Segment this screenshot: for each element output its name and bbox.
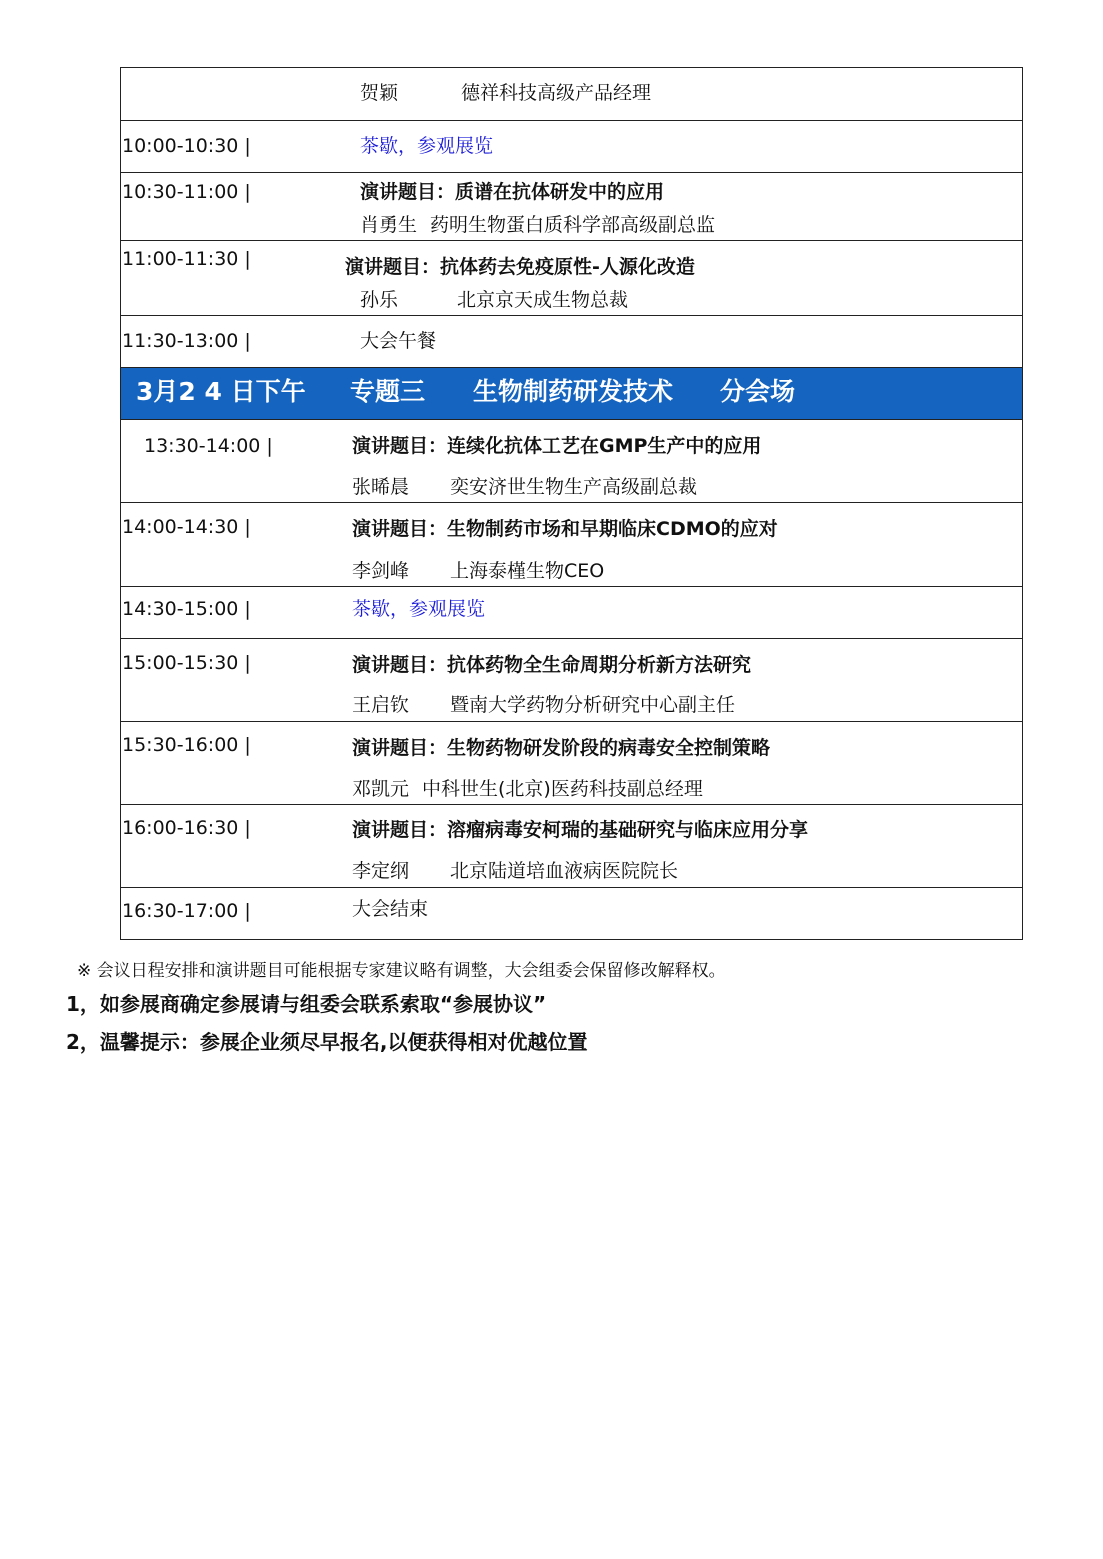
table-row — [121, 121, 1022, 173]
table-row — [121, 639, 1022, 722]
speaker-affiliation: 上海泰槿生物CEO — [450, 560, 605, 582]
activity-text: 大会午餐 — [360, 330, 437, 352]
time-slot: 11:00-11:30 | — [122, 248, 251, 270]
footnote: ※ 会议日程安排和演讲题目可能根据专家建议略有调整，大会组委会保留修改解释权。 — [77, 961, 726, 981]
table-row — [121, 173, 1022, 241]
activity-text: 茶歇，参观展览 — [352, 598, 486, 620]
time-slot: 15:00-15:30 | — [122, 652, 251, 674]
speaker-name: 贺颖 — [360, 82, 399, 104]
table-row — [121, 241, 1022, 316]
speaker-affiliation: 德祥科技高级产品经理 — [461, 82, 652, 104]
time-slot: 16:30-17:00 | — [122, 900, 251, 922]
time-slot: 16:00-16:30 | — [122, 817, 251, 839]
talk-topic: 演讲题目：抗体药物全生命周期分析新方法研究 — [352, 654, 752, 676]
speaker-name: 邓凯元 — [352, 778, 410, 800]
speaker-name: 张晞晨 — [352, 476, 410, 498]
activity-text: 大会结束 — [352, 898, 429, 920]
session-header — [121, 368, 1022, 420]
table-row — [121, 420, 1022, 503]
speaker-affiliation: 暨南大学药物分析研究中心副主任 — [450, 694, 736, 716]
talk-topic: 演讲题目：溶瘤病毒安柯瑞的基础研究与临床应用分享 — [352, 819, 809, 841]
time-slot: 15:30-16:00 | — [122, 734, 251, 756]
time-slot: 13:30-14:00 | — [144, 435, 273, 457]
table-row — [121, 503, 1022, 587]
time-slot: 11:30-13:00 | — [122, 330, 251, 352]
table-row — [121, 587, 1022, 639]
table-row — [121, 722, 1022, 805]
speaker-affiliation: 北京陆道培血液病医院院长 — [450, 860, 679, 882]
talk-topic: 演讲题目：抗体药去免疫原性-人源化改造 — [345, 256, 695, 278]
speaker-affiliation: 奕安济世生物生产高级副总裁 — [450, 476, 698, 498]
speaker-name: 王启钦 — [352, 694, 410, 716]
schedule-table — [120, 67, 1023, 940]
tip-2: 2，温馨提示：参展企业须尽早报名,以便获得相对优越位置 — [66, 1030, 588, 1054]
activity-text: 茶歇，参观展览 — [360, 135, 494, 157]
time-slot: 14:30-15:00 | — [122, 598, 251, 620]
tip-1: 1，如参展商确定参展请与组委会联系索取“参展协议” — [66, 992, 547, 1016]
session-date: 3月2 4 日下午 — [136, 377, 306, 406]
speaker-affiliation: 中科世生(北京)医药科技副总经理 — [422, 778, 703, 800]
session-venue: 分会场 — [720, 377, 796, 406]
speaker-name: 孙乐 — [360, 289, 399, 311]
table-row — [121, 805, 1022, 888]
talk-topic: 演讲题目：生物制药市场和早期临床CDMO的应对 — [352, 518, 778, 540]
table-row — [121, 316, 1022, 368]
time-slot: 10:00-10:30 | — [122, 135, 251, 157]
talk-topic: 演讲题目：生物药物研发阶段的病毒安全控制策略 — [352, 737, 771, 759]
speaker-name: 肖勇生 — [360, 214, 418, 236]
speaker-affiliation: 北京京天成生物总裁 — [457, 289, 629, 311]
speaker-name: 李定纲 — [352, 860, 410, 882]
speaker-name: 李剑峰 — [352, 560, 410, 582]
session-title: 生物制药研发技术 — [473, 377, 674, 406]
time-slot: 14:00-14:30 | — [122, 516, 251, 538]
speaker-affiliation: 药明生物蛋白质科学部高级副总监 — [430, 214, 716, 236]
table-row — [121, 68, 1022, 121]
time-slot: 10:30-11:00 | — [122, 181, 251, 203]
talk-topic: 演讲题目：连续化抗体工艺在GMP生产中的应用 — [352, 435, 762, 457]
session-number: 专题三 — [350, 377, 426, 406]
table-row — [121, 888, 1022, 939]
talk-topic: 演讲题目：质谱在抗体研发中的应用 — [360, 181, 665, 203]
